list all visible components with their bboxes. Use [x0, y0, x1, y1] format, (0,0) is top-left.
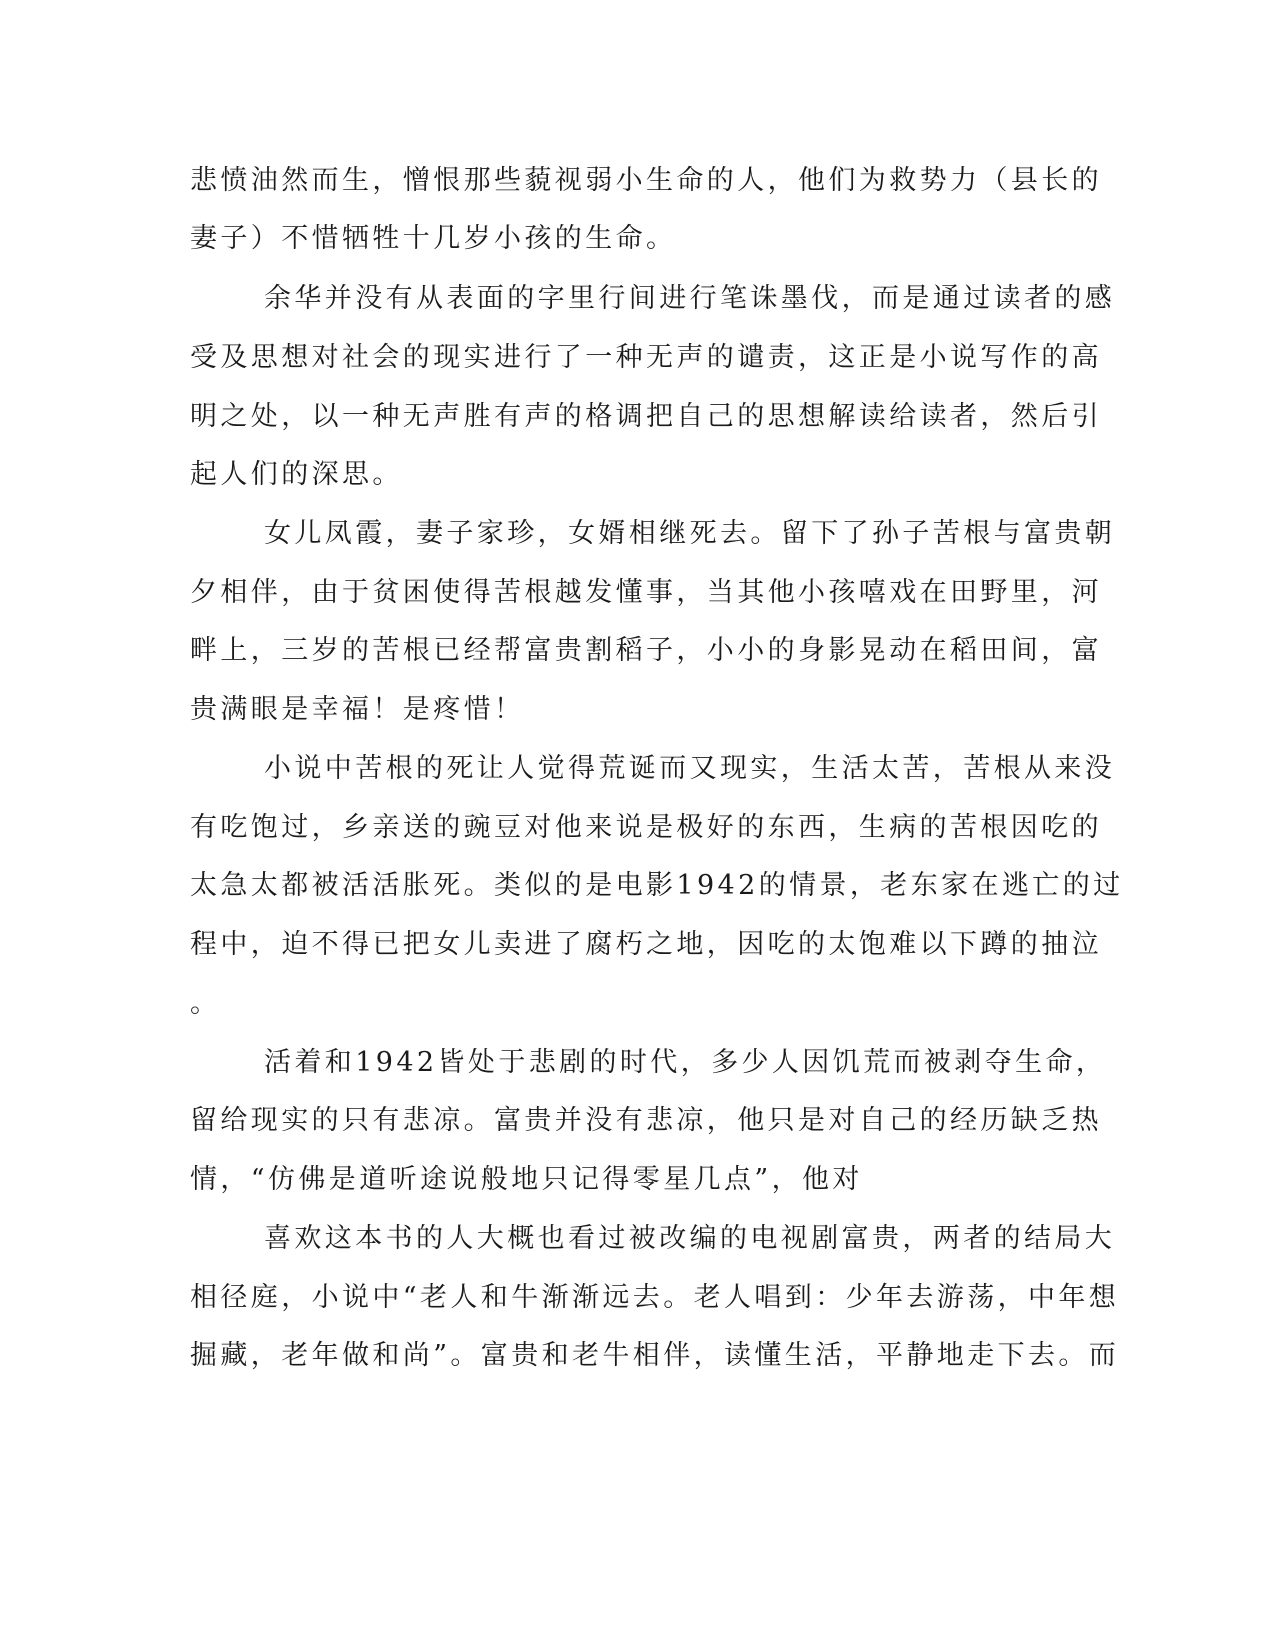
text-line: 。	[190, 988, 221, 1019]
text-line: 畔上，三岁的苦根已经帮富贵割稻子，小小的身影晃动在稻田间，富	[190, 635, 1102, 666]
text-line: 程中，迫不得已把女儿卖进了腐朽之地，因吃的太饱难以下蹲的抽泣	[190, 929, 1102, 960]
text-line: 有吃饱过，乡亲送的豌豆对他来说是极好的东西，生病的苦根因吃的	[190, 812, 1102, 843]
text-line: 妻子）不惜牺牲十几岁小孩的生命。	[190, 223, 677, 254]
text-line: 受及思想对社会的现实进行了一种无声的谴责，这正是小说写作的高	[190, 342, 1102, 373]
paragraph-start-line: 小说中苦根的死让人觉得荒诞而又现实，生活太苦，苦根从来没	[264, 753, 1116, 784]
paragraph-start-line: 余华并没有从表面的字里行间进行笔诛墨伐，而是通过读者的感	[264, 283, 1116, 314]
paragraph-start-line: 女儿凤霞，妻子家珍，女婿相继死去。留下了孙子苦根与富贵朝	[264, 518, 1116, 549]
text-line: 起人们的深思。	[190, 459, 403, 490]
text-line: 留给现实的只有悲凉。富贵并没有悲凉，他只是对自己的经历缺乏热	[190, 1105, 1102, 1136]
text-line: 贵满眼是幸福！是疼惜！	[190, 694, 525, 725]
text-line: 相径庭，小说中“老人和牛渐渐远去。老人唱到：少年去游荡，中年想	[190, 1282, 1120, 1313]
text-line: 夕相伴，由于贫困使得苦根越发懂事，当其他小孩嘻戏在田野里，河	[190, 577, 1102, 608]
text-line: 情，“仿佛是道听途说般地只记得零星几点”，他对	[190, 1164, 863, 1195]
paragraph-start-line: 活着和1942皆处于悲剧的时代，多少人因饥荒而被剥夺生命，	[264, 1047, 1107, 1078]
text-line: 明之处，以一种无声胜有声的格调把自己的思想解读给读者，然后引	[190, 401, 1102, 432]
text-line: 悲愤油然而生，憎恨那些藐视弱小生命的人，他们为救势力（县长的	[190, 165, 1102, 196]
text-line: 太急太都被活活胀死。类似的是电影1942的情景，老东家在逃亡的过	[190, 870, 1124, 901]
text-line: 掘藏，老年做和尚”。富贵和老牛相伴，读懂生活，平静地走下去。而	[190, 1340, 1120, 1371]
paragraph-start-line: 喜欢这本书的人大概也看过被改编的电视剧富贵，两者的结局大	[264, 1223, 1116, 1254]
